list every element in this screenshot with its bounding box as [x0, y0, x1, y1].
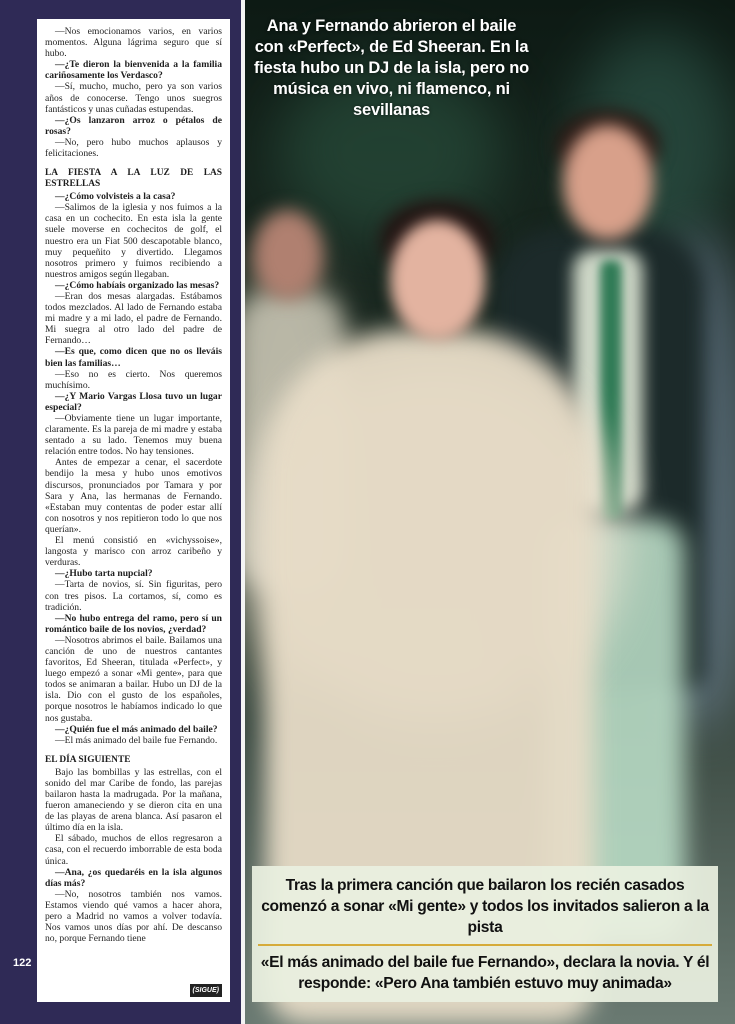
article-paragraph: —Salimos de la iglesia y nos fuimos a la casa en un cochecito. En esta isla la gente suele moverse en cochecitos de golf, el nuestro era un Fiat 500 descapotable blanco, muy pequeñito y divertido. Llegamos nosotros primero y fuimos recibiendo a nuestros amigos según llegaban. [45, 202, 222, 280]
continue-label: (SIGUE) [190, 984, 222, 997]
section-heading: LA FIESTA A LA LUZ DE LAS ESTRELLAS [45, 168, 222, 190]
article-paragraph: —No, pero hubo muchos aplausos y felicitaciones. [45, 136, 222, 160]
photo-caption-second: «El más animado del baile fue Fernando», declara la novia. Y él responde: «Pero Ana también estuvo muy animada» [260, 954, 710, 992]
photo-caption-top: Ana y Fernando abrieron el baile con «Perfect», de Ed Sheeran. En la fiesta hubo un DJ de la isla, pero no música en vivo, ni flamenco, ni sevillanas [254, 17, 529, 119]
article-paragraph: Bajo las bombillas y las estrellas, con el sonido del mar Caribe de fondo, las parejas bailaron hasta la madrugada. Por la mañana, fueron amaneciendo y se dieron cita en una de las playas de arena blanca. Así pasaron el último día en la isla. [45, 766, 222, 834]
page-number: 122 [13, 957, 32, 969]
interview-question: —¿Os lanzaron arroz o pétalos de rosas? [45, 114, 222, 137]
photo-guest-head [253, 210, 323, 300]
article-paragraph: —Tarta de novios, sí. Sin figuritas, pero con tres pisos. La cortamos, sí, como es tradición. [45, 579, 222, 613]
interview-question: —¿Hubo tarta nupcial? [55, 568, 153, 580]
section-heading: EL DÍA SIGUIENTE [45, 754, 131, 765]
article-paragraph: —El más animado del baile fue Fernando. [55, 734, 218, 746]
interview-question: —¿Te dieron la bienvenida a la familia cariñosamente los Verdasco? [45, 59, 222, 82]
article-paragraph: —Nosotros abrimos el baile. Bailamos una canción de uno de nuestros cantantes favoritos, Ed Sheeran, titulada «Perfect», y luego empezó a sonar «Mi gente», para que todos se animaran a bailar. Hubo un DJ de la isla. Dio con el gusto de los españoles, porque nosotros le habíamos indicado lo que nos gustaba. [45, 634, 222, 724]
article-paragraph: —Eran dos mesas alargadas. Estábamos todos mezclados. Al lado de Fernando estaba mi madre y a mi lado, el padre de Fernando. Mi suegra al otro lado del padre de Fernando… [45, 290, 222, 347]
interview-question: —¿Cómo habíais organizado las mesas? [55, 279, 220, 291]
article-paragraph: —Nos emocionamos varios, en varios momentos. Alguna lágrima seguro que sí hubo. [45, 26, 222, 60]
article-column [37, 19, 230, 1002]
photo-bride-face [390, 220, 485, 340]
article-paragraph: El menú consistió en «vichyssoise», langosta y marisco con arroz caribeño y verduras. [45, 535, 222, 569]
photo-groom-face [563, 125, 653, 240]
article-paragraph: El sábado, muchos de ellos regresaron a casa, con el recuerdo imborrable de esta boda única. [45, 833, 222, 867]
article-body [45, 26, 222, 944]
photo-caption-box [252, 866, 718, 1002]
interview-question: —Es que, como dicen que no os lleváis bien las familias… [45, 346, 222, 369]
article-paragraph: —Obviamente tiene un lugar importante, claramente. Es la pareja de mi madre y estaba sentado a su lado. Tenemos muy buena relación entre todos. No hay tensiones. [45, 413, 222, 458]
interview-question: —¿Cómo volvisteis a la casa? [55, 191, 176, 203]
article-paragraph: —Sí, mucho, mucho, pero ya son varios años de conocerse. Tengo unos suegros fantásticos y unas cuñadas estupendas. [45, 81, 222, 115]
interview-question: —Ana, ¿os quedaréis en la isla algunos días más? [45, 866, 222, 889]
interview-question: —¿Quién fue el más animado del baile? [55, 723, 218, 735]
photo-caption-first: Tras la primera canción que bailaron los recién casados comenzó a sonar «Mi gente» y todos los invitados salieron a la pista [261, 877, 709, 936]
article-paragraph: —Eso no es cierto. Nos queremos muchísimo. [45, 368, 222, 391]
interview-question: —¿Y Mario Vargas Llosa tuvo un lugar especial? [45, 390, 222, 413]
wedding-photo [245, 0, 735, 1024]
article-paragraph: —No, nosotros también nos vamos. Estamos viendo qué vamos a hacer ahora, pero a Madrid no vamos a volver todavía. Nos vamos unos días por ahí. De descanso no, porque Fernando tiene [45, 888, 222, 945]
interview-question: —No hubo entrega del ramo, pero sí un romántico baile de los novios, ¿verdad? [45, 612, 222, 635]
article-paragraph: Antes de empezar a cenar, el sacerdote bendijo la mesa y hubo unos emotivos discursos, pronunciados por Tamara y por Sara y Ana, las hermanas de Fernando. «Estaban muy contentas de poder estar allí con nosotros y nos repitieron todo lo que nos querían». [45, 457, 222, 535]
